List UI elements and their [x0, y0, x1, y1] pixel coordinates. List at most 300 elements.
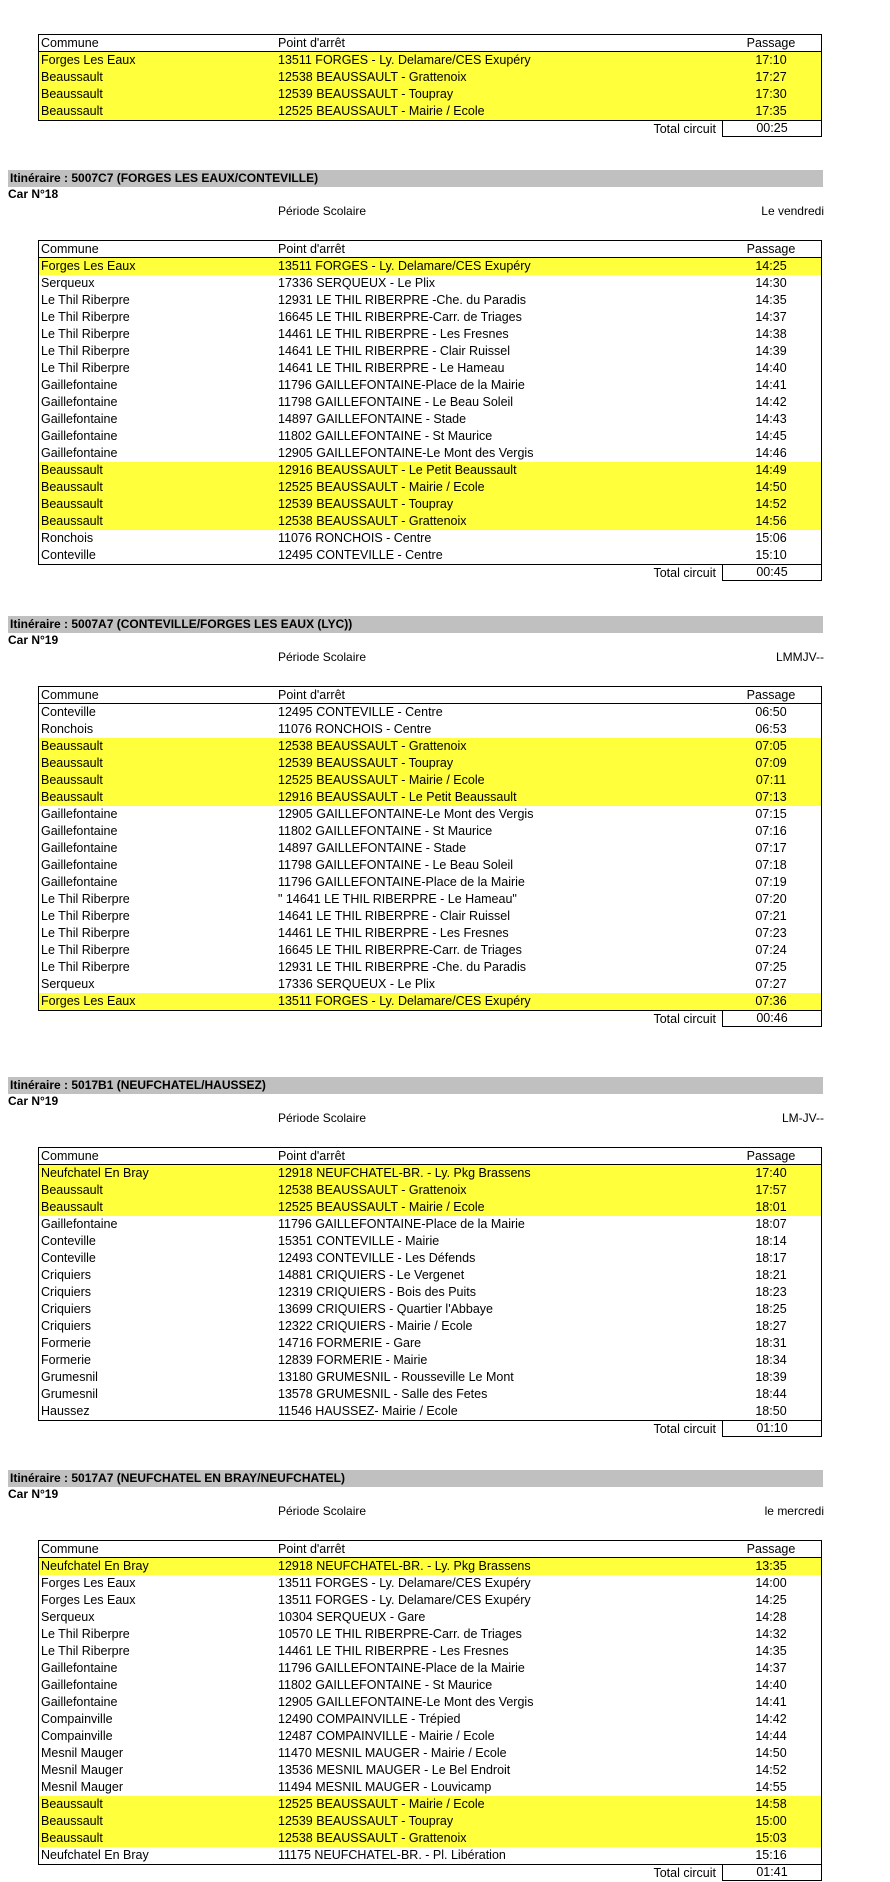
cell-arret: 11175 NEUFCHATEL-BR. - Pl. Libération: [278, 1848, 506, 1862]
cell-arret: 11796 GAILLEFONTAINE-Place de la Mairie: [278, 875, 525, 889]
cell-arret: 12839 FORMERIE - Mairie: [278, 1353, 428, 1367]
table-row: [39, 1643, 821, 1660]
cell-passage: 14:35: [755, 293, 787, 307]
cell-arret: 11076 RONCHOIS - Centre: [278, 531, 432, 545]
total-label: Total circuit: [653, 566, 716, 580]
cell-passage: 18:44: [755, 1387, 787, 1401]
cell-passage: 14:37: [755, 310, 787, 324]
table-row: [39, 704, 821, 721]
table-row: [39, 1318, 821, 1335]
total-row: [38, 121, 822, 138]
cell-passage: 07:05: [755, 739, 787, 753]
cell-commune: Formerie: [41, 1336, 92, 1350]
cell-commune: Forges Les Eaux: [41, 1576, 136, 1590]
cell-commune: Gaillefontaine: [41, 1678, 118, 1692]
cell-passage: 14:46: [755, 446, 787, 460]
cell-commune: Beaussault: [41, 1814, 103, 1828]
cell-passage: 18:14: [755, 1234, 787, 1248]
cell-commune: Beaussault: [41, 1200, 103, 1214]
cell-arret: 12918 NEUFCHATEL-BR. - Ly. Pkg Brassens: [278, 1559, 531, 1573]
operating-days: le mercredi: [764, 1504, 824, 1518]
cell-commune: Neufchatel En Bray: [41, 1166, 149, 1180]
cell-arret: 13699 CRIQUIERS - Quartier l'Abbaye: [278, 1302, 493, 1316]
cell-commune: Neufchatel En Bray: [41, 1848, 149, 1862]
cell-passage: 07:20: [755, 892, 787, 906]
table-row: [39, 547, 821, 564]
cell-arret: 14461 LE THIL RIBERPRE - Les Fresnes: [278, 327, 509, 341]
table-row: [39, 959, 821, 976]
cell-arret: 12538 BEAUSSAULT - Grattenoix: [278, 739, 467, 753]
cell-commune: Le Thil Riberpre: [41, 960, 130, 974]
cell-arret: 10570 LE THIL RIBERPRE-Carr. de Triages: [278, 1627, 522, 1641]
itinerary-title: Itinéraire : 5017A7 (NEUFCHATEL EN BRAY/NEUFCHATEL): [8, 1470, 823, 1487]
cell-commune: Grumesnil: [41, 1387, 98, 1401]
table-row: [39, 377, 821, 394]
operating-days: Le vendredi: [761, 204, 824, 218]
cell-commune: Serqueux: [41, 1610, 95, 1624]
total-duration: 00:25: [722, 121, 822, 137]
cell-arret: 12905 GAILLEFONTAINE-Le Mont des Vergis: [278, 446, 534, 460]
table-row: [39, 1250, 821, 1267]
table-row: [39, 69, 821, 86]
cell-passage: 15:06: [755, 531, 787, 545]
cell-commune: Gaillefontaine: [41, 858, 118, 872]
cell-commune: Forges Les Eaux: [41, 994, 136, 1008]
cell-arret: 12538 BEAUSSAULT - Grattenoix: [278, 514, 467, 528]
cell-passage: 06:53: [755, 722, 787, 736]
table-row: [39, 462, 821, 479]
cell-commune: Mesnil Mauger: [41, 1763, 123, 1777]
table-row: [39, 1233, 821, 1250]
cell-arret: 13578 GRUMESNIL - Salle des Fetes: [278, 1387, 488, 1401]
table-row: [39, 326, 821, 343]
table-header: [39, 35, 821, 52]
cell-arret: 11802 GAILLEFONTAINE - St Maurice: [278, 1678, 493, 1692]
cell-passage: 07:15: [755, 807, 787, 821]
cell-passage: 07:11: [755, 773, 787, 787]
table-row: [39, 1745, 821, 1762]
cell-arret: 12525 BEAUSSAULT - Mairie / Ecole: [278, 104, 485, 118]
cell-arret: 12539 BEAUSSAULT - Toupray: [278, 756, 454, 770]
cell-arret: 17336 SERQUEUX - Le Plix: [278, 977, 436, 991]
cell-passage: 14:41: [755, 1695, 787, 1709]
cell-arret: 12490 COMPAINVILLE - Trépied: [278, 1712, 461, 1726]
cell-arret: 11546 HAUSSEZ- Mairie / Ecole: [278, 1404, 458, 1418]
cell-passage: 14:30: [755, 276, 787, 290]
total-label: Total circuit: [653, 1422, 716, 1436]
cell-commune: Conteville: [41, 705, 96, 719]
cell-commune: Le Thil Riberpre: [41, 327, 130, 341]
period-label: Période Scolaire: [278, 650, 367, 664]
cell-passage: 14:43: [755, 412, 787, 426]
cell-arret: 13536 MESNIL MAUGER - Le Bel Endroit: [278, 1763, 511, 1777]
cell-commune: Conteville: [41, 1251, 96, 1265]
table-row: [39, 292, 821, 309]
header-commune: Commune: [41, 1542, 99, 1556]
cell-commune: Le Thil Riberpre: [41, 1627, 130, 1641]
table-header: [39, 1148, 821, 1165]
cell-commune: Gaillefontaine: [41, 412, 118, 426]
cell-arret: 12916 BEAUSSAULT - Le Petit Beaussault: [278, 790, 517, 804]
cell-commune: Neufchatel En Bray: [41, 1559, 149, 1573]
header-commune: Commune: [41, 688, 99, 702]
cell-arret: 14881 CRIQUIERS - Le Vergenet: [278, 1268, 465, 1282]
cell-passage: 15:16: [755, 1848, 787, 1862]
cell-passage: 18:34: [755, 1353, 787, 1367]
table-row: [39, 258, 821, 275]
cell-passage: 14:49: [755, 463, 787, 477]
cell-commune: Le Thil Riberpre: [41, 361, 130, 375]
table-row: [39, 1847, 821, 1864]
cell-arret: 14897 GAILLEFONTAINE - Stade: [278, 412, 467, 426]
cell-commune: Gaillefontaine: [41, 446, 118, 460]
table-row: [39, 806, 821, 823]
cell-arret: 12538 BEAUSSAULT - Grattenoix: [278, 1831, 467, 1845]
table-row: [39, 530, 821, 547]
table-row: [39, 1369, 821, 1386]
table-row: [39, 1199, 821, 1216]
cell-commune: Le Thil Riberpre: [41, 926, 130, 940]
table-row: [39, 1779, 821, 1796]
table-row: [39, 1711, 821, 1728]
cell-commune: Gaillefontaine: [41, 395, 118, 409]
cell-commune: Beaussault: [41, 104, 103, 118]
cell-arret: 12322 CRIQUIERS - Mairie / Ecole: [278, 1319, 473, 1333]
total-label: Total circuit: [653, 1866, 716, 1880]
table-row: [39, 103, 821, 120]
car-number: Car N°19: [8, 1094, 59, 1108]
cell-commune: Gaillefontaine: [41, 429, 118, 443]
cell-passage: 14:37: [755, 1661, 787, 1675]
cell-arret: 12905 GAILLEFONTAINE-Le Mont des Vergis: [278, 807, 534, 821]
cell-arret: 14461 LE THIL RIBERPRE - Les Fresnes: [278, 1644, 509, 1658]
header-commune: Commune: [41, 242, 99, 256]
table-header: [39, 241, 821, 258]
cell-commune: Grumesnil: [41, 1370, 98, 1384]
cell-passage: 18:25: [755, 1302, 787, 1316]
table-row: [39, 1762, 821, 1779]
operating-days: LM-JV--: [782, 1111, 824, 1125]
cell-passage: 18:07: [755, 1217, 787, 1231]
cell-passage: 14:55: [755, 1780, 787, 1794]
cell-arret: 12931 LE THIL RIBERPRE -Che. du Paradis: [278, 960, 527, 974]
cell-arret: 15351 CONTEVILLE - Mairie: [278, 1234, 440, 1248]
cell-passage: 07:36: [755, 994, 787, 1008]
cell-passage: 18:17: [755, 1251, 787, 1265]
itinerary-title: Itinéraire : 5007A7 (CONTEVILLE/FORGES LES EAUX (LYC)): [8, 616, 823, 633]
cell-passage: 14:25: [755, 1593, 787, 1607]
cell-arret: 12525 BEAUSSAULT - Mairie / Ecole: [278, 480, 485, 494]
cell-passage: 14:52: [755, 497, 787, 511]
header-arret: Point d'arrêt: [278, 36, 346, 50]
cell-passage: 18:39: [755, 1370, 787, 1384]
table-row: [39, 1575, 821, 1592]
cell-arret: 14641 LE THIL RIBERPRE - Clair Ruissel: [278, 909, 511, 923]
table-row: [39, 1813, 821, 1830]
table-row: [39, 428, 821, 445]
cell-commune: Forges Les Eaux: [41, 1593, 136, 1607]
cell-passage: 18:50: [755, 1404, 787, 1418]
cell-arret: 12931 LE THIL RIBERPRE -Che. du Paradis: [278, 293, 527, 307]
cell-passage: 14:58: [755, 1797, 787, 1811]
cell-arret: 12539 BEAUSSAULT - Toupray: [278, 87, 454, 101]
table-row: [39, 942, 821, 959]
table-row: [39, 1165, 821, 1182]
stops-table: [38, 686, 822, 1011]
cell-passage: 07:27: [755, 977, 787, 991]
table-row: [39, 840, 821, 857]
cell-commune: Criquiers: [41, 1319, 92, 1333]
cell-commune: Le Thil Riberpre: [41, 293, 130, 307]
cell-passage: 14:25: [755, 259, 787, 273]
cell-arret: 12495 CONTEVILLE - Centre: [278, 705, 443, 719]
cell-commune: Beaussault: [41, 1797, 103, 1811]
cell-passage: 06:50: [755, 705, 787, 719]
stops-table: [38, 1540, 822, 1865]
header-passage: Passage: [746, 242, 796, 256]
table-row: [39, 1796, 821, 1813]
cell-arret: 10304 SERQUEUX - Gare: [278, 1610, 426, 1624]
cell-arret: 12916 BEAUSSAULT - Le Petit Beaussault: [278, 463, 517, 477]
cell-passage: 07:19: [755, 875, 787, 889]
cell-passage: 07:17: [755, 841, 787, 855]
cell-commune: Beaussault: [41, 514, 103, 528]
table-row: [39, 496, 821, 513]
table-row: [39, 1301, 821, 1318]
table-row: [39, 360, 821, 377]
header-arret: Point d'arrêt: [278, 688, 346, 702]
header-commune: Commune: [41, 36, 99, 50]
table-row: [39, 1592, 821, 1609]
cell-arret: 11076 RONCHOIS - Centre: [278, 722, 432, 736]
total-duration: 00:46: [722, 1011, 822, 1027]
table-row: [39, 1694, 821, 1711]
cell-passage: 14:41: [755, 378, 787, 392]
cell-commune: Criquiers: [41, 1285, 92, 1299]
cell-arret: 14716 FORMERIE - Gare: [278, 1336, 422, 1350]
cell-arret: 11796 GAILLEFONTAINE-Place de la Mairie: [278, 378, 525, 392]
period-label: Période Scolaire: [278, 1111, 367, 1125]
cell-arret: 11798 GAILLEFONTAINE - Le Beau Soleil: [278, 395, 514, 409]
cell-passage: 17:57: [755, 1183, 787, 1197]
cell-passage: 15:10: [755, 548, 787, 562]
cell-arret: 12487 COMPAINVILLE - Mairie / Ecole: [278, 1729, 495, 1743]
cell-passage: 15:03: [755, 1831, 787, 1845]
cell-passage: 17:27: [755, 70, 787, 84]
cell-arret: 13511 FORGES - Ly. Delamare/CES Exupéry: [278, 1576, 531, 1590]
car-number: Car N°19: [8, 1487, 59, 1501]
table-row: [39, 976, 821, 993]
header-arret: Point d'arrêt: [278, 1542, 346, 1556]
cell-passage: 18:23: [755, 1285, 787, 1299]
cell-passage: 14:42: [755, 1712, 787, 1726]
cell-passage: 14:42: [755, 395, 787, 409]
cell-passage: 14:50: [755, 480, 787, 494]
table-row: [39, 755, 821, 772]
table-row: [39, 1352, 821, 1369]
table-row: [39, 1386, 821, 1403]
cell-commune: Mesnil Mauger: [41, 1780, 123, 1794]
cell-arret: 12493 CONTEVILLE - Les Défends: [278, 1251, 476, 1265]
cell-arret: 11470 MESNIL MAUGER - Mairie / Ecole: [278, 1746, 507, 1760]
header-arret: Point d'arrêt: [278, 242, 346, 256]
cell-commune: Serqueux: [41, 977, 95, 991]
table-row: [39, 874, 821, 891]
cell-arret: 12525 BEAUSSAULT - Mairie / Ecole: [278, 1797, 485, 1811]
table-header: [39, 1541, 821, 1558]
cell-passage: 14:00: [755, 1576, 787, 1590]
cell-commune: Le Thil Riberpre: [41, 943, 130, 957]
cell-passage: 14:44: [755, 1729, 787, 1743]
cell-arret: 13511 FORGES - Ly. Delamare/CES Exupéry: [278, 259, 531, 273]
cell-commune: Conteville: [41, 548, 96, 562]
cell-passage: 07:25: [755, 960, 787, 974]
table-row: [39, 1609, 821, 1626]
table-row: [39, 275, 821, 292]
cell-commune: Beaussault: [41, 497, 103, 511]
car-number: Car N°19: [8, 633, 59, 647]
cell-commune: Ronchois: [41, 722, 94, 736]
cell-passage: 17:10: [755, 53, 787, 67]
cell-commune: Beaussault: [41, 70, 103, 84]
total-row: [38, 1421, 822, 1438]
cell-commune: Ronchois: [41, 531, 94, 545]
cell-arret: 12525 BEAUSSAULT - Mairie / Ecole: [278, 1200, 485, 1214]
cell-arret: 13511 FORGES - Ly. Delamare/CES Exupéry: [278, 53, 531, 67]
table-row: [39, 513, 821, 530]
table-row: [39, 343, 821, 360]
cell-arret: 11796 GAILLEFONTAINE-Place de la Mairie: [278, 1661, 525, 1675]
cell-passage: 14:32: [755, 1627, 787, 1641]
header-commune: Commune: [41, 1149, 99, 1163]
table-row: [39, 925, 821, 942]
stops-table: [38, 34, 822, 121]
cell-commune: Gaillefontaine: [41, 824, 118, 838]
table-row: [39, 445, 821, 462]
table-row: [39, 479, 821, 496]
cell-passage: 14:40: [755, 361, 787, 375]
cell-commune: Beaussault: [41, 790, 103, 804]
cell-arret: 12538 BEAUSSAULT - Grattenoix: [278, 70, 467, 84]
table-row: [39, 1284, 821, 1301]
table-row: [39, 1335, 821, 1352]
table-row: [39, 1216, 821, 1233]
cell-arret: 16645 LE THIL RIBERPRE-Carr. de Triages: [278, 310, 522, 324]
cell-passage: 14:50: [755, 1746, 787, 1760]
cell-arret: 12918 NEUFCHATEL-BR. - Ly. Pkg Brassens: [278, 1166, 531, 1180]
cell-arret: 11798 GAILLEFONTAINE - Le Beau Soleil: [278, 858, 514, 872]
cell-arret: 11802 GAILLEFONTAINE - St Maurice: [278, 429, 493, 443]
header-passage: Passage: [746, 1149, 796, 1163]
table-row: [39, 1626, 821, 1643]
header-passage: Passage: [746, 36, 796, 50]
header-arret: Point d'arrêt: [278, 1149, 346, 1163]
cell-passage: 07:23: [755, 926, 787, 940]
itinerary-title: Itinéraire : 5017B1 (NEUFCHATEL/HAUSSEZ): [8, 1077, 823, 1094]
cell-arret: 14641 LE THIL RIBERPRE - Clair Ruissel: [278, 344, 511, 358]
table-row: [39, 738, 821, 755]
cell-passage: 17:35: [755, 104, 787, 118]
total-duration: 01:41: [722, 1865, 822, 1881]
cell-passage: 17:40: [755, 1166, 787, 1180]
table-row: [39, 1677, 821, 1694]
cell-passage: 14:39: [755, 344, 787, 358]
cell-arret: 17336 SERQUEUX - Le Plix: [278, 276, 436, 290]
cell-passage: 14:35: [755, 1644, 787, 1658]
cell-commune: Gaillefontaine: [41, 841, 118, 855]
total-label: Total circuit: [653, 122, 716, 136]
cell-commune: Forges Les Eaux: [41, 53, 136, 67]
cell-commune: Le Thil Riberpre: [41, 344, 130, 358]
cell-passage: 14:45: [755, 429, 787, 443]
table-row: [39, 721, 821, 738]
cell-arret: 12525 BEAUSSAULT - Mairie / Ecole: [278, 773, 485, 787]
cell-passage: 14:38: [755, 327, 787, 341]
cell-commune: Beaussault: [41, 480, 103, 494]
table-row: [39, 86, 821, 103]
table-row: [39, 1403, 821, 1420]
cell-commune: Criquiers: [41, 1268, 92, 1282]
cell-commune: Beaussault: [41, 463, 103, 477]
period-label: Période Scolaire: [278, 1504, 367, 1518]
total-label: Total circuit: [653, 1012, 716, 1026]
cell-commune: Haussez: [41, 1404, 90, 1418]
cell-arret: 14461 LE THIL RIBERPRE - Les Fresnes: [278, 926, 509, 940]
cell-arret: 12538 BEAUSSAULT - Grattenoix: [278, 1183, 467, 1197]
operating-days: LMMJV--: [776, 650, 824, 664]
cell-passage: 17:30: [755, 87, 787, 101]
table-row: [39, 1830, 821, 1847]
table-row: [39, 772, 821, 789]
table-row: [39, 891, 821, 908]
period-label: Période Scolaire: [278, 204, 367, 218]
cell-arret: 14897 GAILLEFONTAINE - Stade: [278, 841, 467, 855]
total-duration: 01:10: [722, 1421, 822, 1437]
cell-arret: 11802 GAILLEFONTAINE - St Maurice: [278, 824, 493, 838]
cell-commune: Le Thil Riberpre: [41, 310, 130, 324]
stops-table: [38, 240, 822, 565]
cell-arret: 14641 LE THIL RIBERPRE - Le Hameau: [278, 361, 505, 375]
cell-commune: Beaussault: [41, 773, 103, 787]
header-passage: Passage: [746, 688, 796, 702]
stops-table: [38, 1147, 822, 1421]
cell-arret: 13511 FORGES - Ly. Delamare/CES Exupéry: [278, 994, 531, 1008]
cell-commune: Formerie: [41, 1353, 92, 1367]
cell-commune: Serqueux: [41, 276, 95, 290]
total-row: [38, 1865, 822, 1882]
cell-commune: Beaussault: [41, 739, 103, 753]
cell-passage: 14:52: [755, 1763, 787, 1777]
cell-arret: 12905 GAILLEFONTAINE-Le Mont des Vergis: [278, 1695, 534, 1709]
cell-arret: 11796 GAILLEFONTAINE-Place de la Mairie: [278, 1217, 525, 1231]
table-row: [39, 1660, 821, 1677]
cell-commune: Compainville: [41, 1712, 113, 1726]
cell-commune: Gaillefontaine: [41, 875, 118, 889]
cell-commune: Gaillefontaine: [41, 807, 118, 821]
itinerary-title: Itinéraire : 5007C7 (FORGES LES EAUX/CONTEVILLE): [8, 170, 823, 187]
cell-commune: Beaussault: [41, 1183, 103, 1197]
cell-commune: Compainville: [41, 1729, 113, 1743]
cell-passage: 07:24: [755, 943, 787, 957]
cell-arret: 12495 CONTEVILLE - Centre: [278, 548, 443, 562]
cell-passage: 18:27: [755, 1319, 787, 1333]
cell-commune: Beaussault: [41, 756, 103, 770]
cell-commune: Conteville: [41, 1234, 96, 1248]
cell-passage: 18:31: [755, 1336, 787, 1350]
cell-commune: Le Thil Riberpre: [41, 1644, 130, 1658]
cell-passage: 18:21: [755, 1268, 787, 1282]
table-row: [39, 309, 821, 326]
